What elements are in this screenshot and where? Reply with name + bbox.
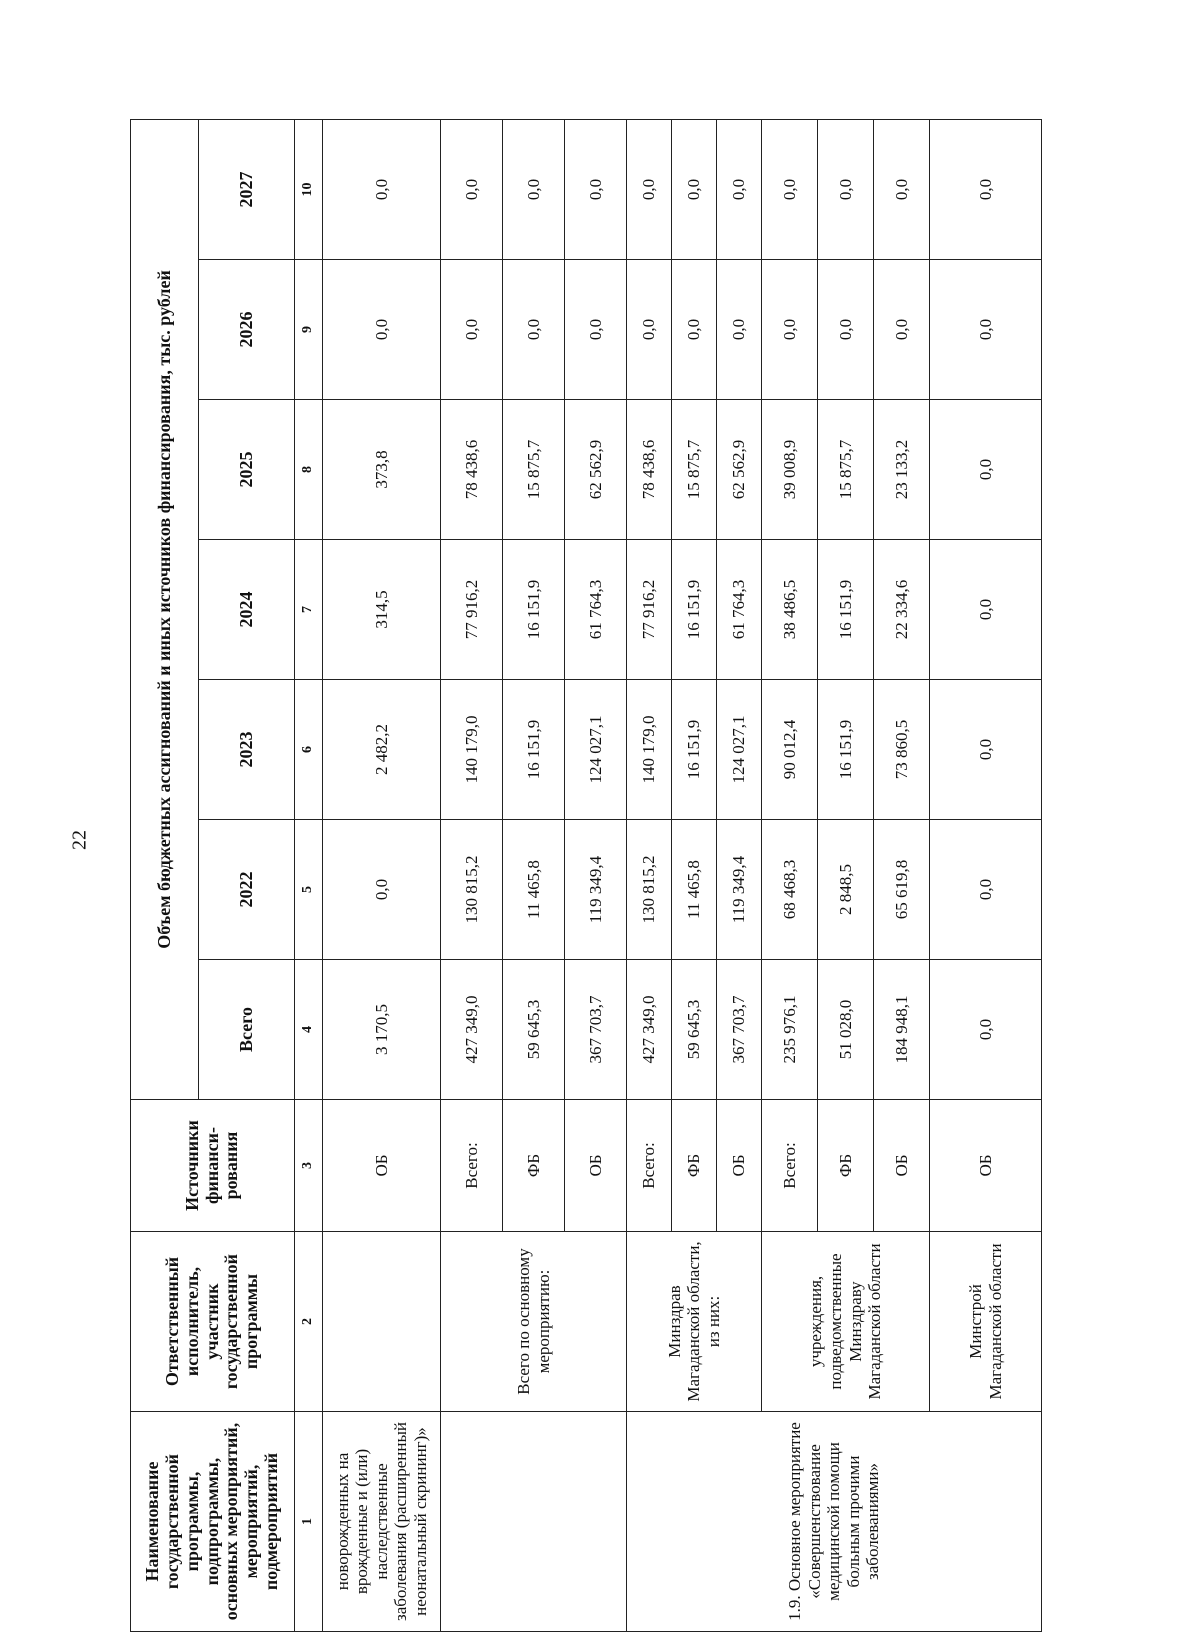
source-cell: ФБ — [818, 1100, 874, 1232]
value-cell: 3 170,5 — [323, 960, 441, 1100]
value-cell: 367 703,7 — [717, 960, 762, 1100]
column-number: 1 — [295, 1412, 323, 1632]
value-cell: 119 349,4 — [565, 820, 627, 960]
value-cell: 0,0 — [717, 260, 762, 400]
header-year-2025: 2025 — [199, 400, 295, 540]
measure-name-continuation: новорожденных на врожденные и (или) наследственные заболевания (расширенный неонатальный скрининг)» — [323, 1412, 441, 1632]
table-row — [930, 119, 1042, 1631]
header-year-2026: 2026 — [199, 260, 295, 400]
value-cell: 61 764,3 — [565, 540, 627, 680]
source-cell: ОБ — [323, 1100, 441, 1232]
value-cell: 124 027,1 — [565, 680, 627, 820]
value-cell: 373,8 — [323, 400, 441, 540]
group-total-label: Всего по основному мероприятию: — [441, 1232, 627, 1412]
value-cell: 0,0 — [441, 119, 503, 259]
measure-name: 1.9. Основное мероприятие «Совершенствование медицинской помощи больным прочими заболеваниями» — [627, 1412, 1042, 1632]
value-cell: 130 815,2 — [627, 820, 672, 960]
value-cell: 0,0 — [323, 820, 441, 960]
column-number: 2 — [295, 1232, 323, 1412]
value-cell: 23 133,2 — [874, 400, 930, 540]
value-cell: 15 875,7 — [503, 400, 565, 540]
value-cell: 140 179,0 — [441, 680, 503, 820]
table-row — [323, 119, 441, 1631]
header-year-2024: 2024 — [199, 540, 295, 680]
value-cell: 427 349,0 — [627, 960, 672, 1100]
header-year-2022: 2022 — [199, 820, 295, 960]
value-cell: 51 028,0 — [818, 960, 874, 1100]
value-cell: 140 179,0 — [627, 680, 672, 820]
value-cell: 119 349,4 — [717, 820, 762, 960]
source-cell: ОБ — [717, 1100, 762, 1232]
value-cell: 16 151,9 — [503, 680, 565, 820]
value-cell: 0,0 — [762, 119, 818, 259]
value-cell: 0,0 — [503, 260, 565, 400]
value-cell: 427 349,0 — [441, 960, 503, 1100]
value-cell: 90 012,4 — [762, 680, 818, 820]
source-cell: ОБ — [874, 1100, 930, 1232]
value-cell: 0,0 — [930, 680, 1042, 820]
value-cell: 77 916,2 — [441, 540, 503, 680]
header-col1: Наименование государственной программы, подпрограммы, основных мероприятий, мероприятий, подмероприятий — [131, 1412, 295, 1632]
financing-table — [130, 119, 1042, 1632]
source-cell: ФБ — [672, 1100, 717, 1232]
value-cell: 2 482,2 — [323, 680, 441, 820]
value-cell: 62 562,9 — [565, 400, 627, 540]
value-cell: 61 764,3 — [717, 540, 762, 680]
value-cell: 65 619,8 — [874, 820, 930, 960]
value-cell: 0,0 — [441, 260, 503, 400]
column-number: 5 — [295, 820, 323, 960]
value-cell: 39 008,9 — [762, 400, 818, 540]
value-cell: 0,0 — [818, 260, 874, 400]
value-cell: 0,0 — [565, 119, 627, 259]
value-cell: 0,0 — [627, 260, 672, 400]
value-cell: 68 468,3 — [762, 820, 818, 960]
value-cell: 78 438,6 — [627, 400, 672, 540]
source-cell: Всего: — [441, 1100, 503, 1232]
page-number: 22 — [68, 830, 91, 850]
value-cell: 73 860,5 — [874, 680, 930, 820]
value-cell: 16 151,9 — [818, 680, 874, 820]
source-cell: ОБ — [930, 1100, 1042, 1232]
column-number: 7 — [295, 540, 323, 680]
table-row — [762, 119, 818, 1631]
value-cell: 0,0 — [717, 119, 762, 259]
value-cell: 59 645,3 — [672, 960, 717, 1100]
table-row — [441, 119, 503, 1631]
value-cell: 0,0 — [323, 260, 441, 400]
value-cell: 235 976,1 — [762, 960, 818, 1100]
value-cell: 0,0 — [930, 400, 1042, 540]
header-col2: Ответственный исполнитель, участник государственной программы — [131, 1232, 295, 1412]
source-cell: ФБ — [503, 1100, 565, 1232]
value-cell: 2 848,5 — [818, 820, 874, 960]
value-cell: 0,0 — [874, 260, 930, 400]
value-cell: 0,0 — [818, 119, 874, 259]
header-year-total: Всего — [199, 960, 295, 1100]
value-cell: 15 875,7 — [672, 400, 717, 540]
value-cell: 16 151,9 — [818, 540, 874, 680]
value-cell: 15 875,7 — [818, 400, 874, 540]
source-cell: Всего: — [627, 1100, 672, 1232]
value-cell: 16 151,9 — [672, 680, 717, 820]
column-number: 8 — [295, 400, 323, 540]
column-number: 10 — [295, 119, 323, 259]
value-cell: 0,0 — [930, 820, 1042, 960]
header-row-1 — [131, 119, 199, 1631]
institutions-label: учреждения, подведомственные Минздраву Магаданской области — [762, 1232, 930, 1412]
responsible-cell — [323, 1232, 441, 1412]
value-cell: 0,0 — [503, 119, 565, 259]
value-cell: 0,0 — [672, 119, 717, 259]
header-col3: Источники финанси-рования — [131, 1100, 295, 1232]
header-year-2023: 2023 — [199, 680, 295, 820]
value-cell: 11 465,8 — [672, 820, 717, 960]
value-cell: 16 151,9 — [672, 540, 717, 680]
source-cell: ОБ — [565, 1100, 627, 1232]
value-cell: 184 948,1 — [874, 960, 930, 1100]
value-cell: 78 438,6 — [441, 400, 503, 540]
value-cell: 38 486,5 — [762, 540, 818, 680]
value-cell: 11 465,8 — [503, 820, 565, 960]
minzdrav-label: Минздрав Магаданской области, из них: — [627, 1232, 762, 1412]
header-volume: Объем бюджетных ассигнований и иных источников финансирования, тыс. рублей — [131, 119, 199, 1099]
value-cell: 62 562,9 — [717, 400, 762, 540]
column-number: 4 — [295, 960, 323, 1100]
value-cell: 0,0 — [930, 540, 1042, 680]
value-cell: 130 815,2 — [441, 820, 503, 960]
value-cell: 0,0 — [672, 260, 717, 400]
table-row — [627, 119, 672, 1631]
column-number: 9 — [295, 260, 323, 400]
rotated-page — [130, 120, 1050, 1632]
column-numbers-row — [295, 119, 323, 1631]
column-number: 6 — [295, 680, 323, 820]
value-cell: 314,5 — [323, 540, 441, 680]
column-number: 3 — [295, 1100, 323, 1232]
value-cell: 367 703,7 — [565, 960, 627, 1100]
value-cell: 22 334,6 — [874, 540, 930, 680]
value-cell: 0,0 — [930, 960, 1042, 1100]
value-cell: 59 645,3 — [503, 960, 565, 1100]
value-cell: 0,0 — [627, 119, 672, 259]
value-cell: 0,0 — [565, 260, 627, 400]
value-cell: 77 916,2 — [627, 540, 672, 680]
header-year-2027: 2027 — [199, 119, 295, 259]
value-cell: 0,0 — [874, 119, 930, 259]
value-cell: 16 151,9 — [503, 540, 565, 680]
value-cell: 124 027,1 — [717, 680, 762, 820]
minstroy-label: Минстрой Магаданской области — [930, 1232, 1042, 1412]
source-cell: Всего: — [762, 1100, 818, 1232]
value-cell: 0,0 — [762, 260, 818, 400]
empty-name-cell — [441, 1412, 627, 1632]
value-cell: 0,0 — [930, 260, 1042, 400]
value-cell: 0,0 — [930, 119, 1042, 259]
value-cell: 0,0 — [323, 119, 441, 259]
